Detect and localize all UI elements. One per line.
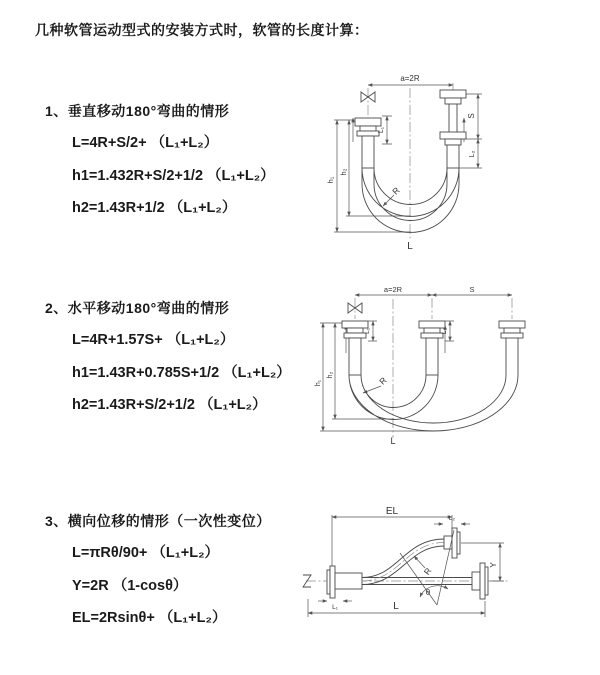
diagram-horizontal-180-bend [305,283,595,473]
right-flange-displaced [444,528,460,558]
diagram-vertical-180-bend [308,68,588,263]
dim-label-l2: L₂ [441,327,448,335]
dim-label-l2: L₂ [448,515,456,522]
dim-label-el: EL [385,506,399,517]
section-horizontal-bend [45,298,291,422]
dim-label-a2r: a=2R [400,74,420,83]
right-pipe-fitting [440,90,466,168]
formula-h2: h2=1.43R+1/2 （L₁+L₂） [72,200,237,216]
dim-label-y: Y [489,562,498,568]
length-label: L [393,601,399,612]
angle-theta-label: θ [425,588,431,597]
dim-label-l1: L₁ [378,126,385,134]
section-3-heading: 3、横向位移的情形（一次性变位） [45,513,271,529]
left-pipe-fitting [355,118,381,168]
radius-label: R [421,565,434,577]
formula-h1: h1=1.43R+0.785S+1/2 （L₁+L₂） [72,364,291,381]
dim-label-s: S [467,113,476,119]
dim-label-l1: L₁ [332,604,338,611]
formula-Y: Y=2R （1-cosθ） [72,577,188,594]
formula-h2: h2=1.43R+S/2+1/2 （L₁+L₂） [72,397,267,413]
dimension-lines [308,515,504,617]
left-flange [327,566,362,598]
hose-braid [362,136,374,168]
dim-label-l2: L₂ [469,150,476,158]
formula-EL: EL=2Rsinθ+ （L₁+L₂） [72,610,227,626]
hose-centerline [362,543,444,582]
dim-label-l1: L₁ [364,328,371,334]
hose-braid [426,338,438,375]
formula-h1: h1=1.432R+S/2+1/2 （L₁+L₂） [72,167,275,184]
hose-u-bend [349,375,518,431]
section-1-heading: 1、垂直移动180°弯曲的情形 [45,103,230,119]
section-2-heading: 2、水平移动180°弯曲的情形 [45,300,230,316]
diagram-lateral-displacement [298,505,598,660]
radius-label: R [390,185,402,197]
hose-braid [447,145,459,168]
right-pipe-fitting [499,321,525,375]
formula-L: L=4R+S/2+ （L₁+L₂） [72,135,219,151]
hose-u-bend [362,168,459,232]
section-vertical-bend [45,101,275,225]
length-label: L [407,241,413,252]
section-lateral-displacement [45,511,271,635]
dim-label-s: S [469,285,475,294]
dim-label-h1: h₁ [315,379,322,387]
formula-L: L=πRθ/90+ （L₁+L₂） [72,545,220,561]
hose-braid [349,338,361,375]
page-title: 几种软管运动型式的安装方式时，软管的长度计算： [35,22,369,38]
length-label: L [390,436,396,446]
radius-label: R [377,375,389,387]
dim-label-h2: h₂ [327,371,334,379]
dim-label-h1: h₁ [326,176,335,184]
dimension-lines [334,85,482,232]
formula-L: L=4R+1.57S+ （L₁+L₂） [72,332,235,348]
dim-label-h2: h₂ [339,168,348,176]
dim-label-a2r: a=2R [383,285,403,294]
right-flange-straight [472,563,488,599]
